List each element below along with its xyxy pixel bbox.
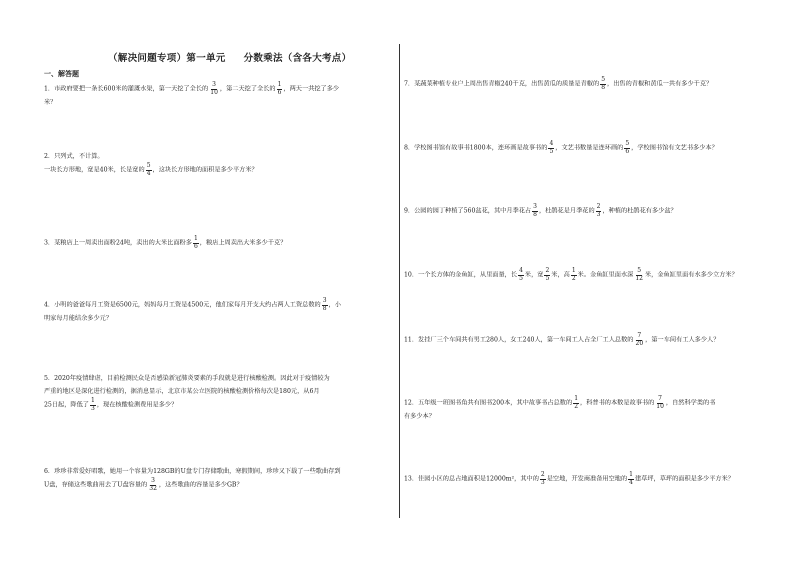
question-3 (44, 236, 286, 250)
title-part2: 分数乘法（含各大考点） (243, 53, 352, 64)
question-text: 3．某粮店上一周卖出面粉24吨，卖出的大米比面粉多 (44, 239, 192, 247)
question-text: 建草坪，草坪的面积是多少平方米？ (635, 475, 734, 483)
question-text: ，科普书的本数是故事书的 (580, 399, 655, 407)
fraction (548, 141, 554, 155)
fraction-numerator: 1 (574, 395, 579, 402)
fraction-numerator: 5 (625, 140, 630, 147)
fraction (655, 396, 665, 410)
question-1 (44, 82, 339, 109)
fraction (209, 82, 219, 96)
fraction (148, 478, 158, 492)
question-6 (44, 465, 341, 492)
question-5 (44, 372, 330, 412)
fraction (573, 396, 579, 410)
fraction-denominator: 5 (549, 147, 554, 155)
fraction-numerator: 1 (193, 235, 198, 242)
question-4 (44, 298, 341, 325)
question-text: ，小 (328, 301, 341, 309)
fraction (146, 163, 152, 177)
question-9 (404, 204, 677, 218)
question-text: 10．一个长方体的金鱼缸，从里面量，长 (404, 271, 518, 279)
question-10 (404, 268, 738, 282)
fraction (193, 236, 199, 250)
fraction-denominator: 3 (91, 404, 95, 412)
fraction-denominator: 10 (656, 402, 664, 410)
fraction-numerator: 3 (212, 81, 216, 88)
fraction-numerator: 5 (637, 267, 642, 274)
fraction-denominator: 5 (545, 274, 550, 282)
fraction-denominator: 6 (277, 88, 282, 96)
question-text: 明家每月能结余多少元？ (44, 315, 113, 322)
question-text: 7．某蔬菜种植专业户上周出售青椒240千克，出售黄瓜的质量是青椒的 (404, 80, 600, 88)
fraction-numerator: 4 (549, 140, 554, 147)
fraction-numerator: 7 (658, 395, 662, 402)
fraction-denominator: 32 (149, 484, 157, 492)
fraction-numerator: 7 (637, 332, 642, 339)
fraction (600, 77, 606, 91)
fraction (277, 82, 283, 96)
question-text: ，种植的杜鹃花有多少盆？ (602, 207, 677, 215)
fraction-numerator: 1 (91, 397, 95, 404)
section-heading: 一、解答题 (44, 69, 79, 78)
question-text: 25日起，降低了 (44, 401, 89, 409)
question-text: 6．珍珍非常爱好唱歌，她用一个容量为128GB的U盘专门存储歌曲，寒假期间，珍珍又下载了一些歌曲存到 (44, 468, 341, 475)
fraction (628, 472, 634, 486)
fraction (540, 472, 546, 486)
fraction-denominator: 20 (635, 339, 644, 347)
fraction (596, 204, 602, 218)
question-text: 是空地，开发商准备用空地的 (546, 475, 628, 483)
fraction-denominator: 4 (146, 169, 151, 177)
question-text: ，自然科学类的书 (665, 399, 716, 407)
question-text: 2．只列式，不计算。 (44, 153, 104, 160)
question-text: ，文艺书数量是连环画的 (555, 144, 624, 152)
question-text: ，第二天挖了全长的 (219, 85, 276, 93)
question-text: U盘，存储这些歌曲用去了U盘容量的 (44, 481, 148, 489)
fraction (635, 333, 645, 347)
fraction-denominator: 8 (322, 304, 327, 312)
question-text: 一块长方形地，宽是40米，长是宽的 (44, 166, 145, 174)
fraction (90, 398, 96, 412)
question-text: ，这块长方形地的面积是多少平方米？ (152, 166, 258, 174)
fraction (624, 141, 630, 155)
fraction-denominator: 12 (635, 274, 643, 282)
fraction-denominator: 2 (574, 402, 579, 410)
question-text: 米。金鱼缸里面水深 (577, 271, 634, 279)
question-text: 8．学校图书馆有故事书1800本，连环画是故事书的 (404, 144, 548, 152)
question-text: 1．市政府要把一条长600米的灌溉水渠，第一天挖了全长的 (44, 85, 209, 93)
question-text: 米，宽 (524, 271, 544, 279)
fraction-denominator: 3 (596, 210, 601, 218)
question-text: ，这些歌曲的容量是多少GB？ (158, 481, 243, 489)
question-text: 5．2020年疫情肆虐，目前检测民众是否感染新冠肺炎要素的手段就是进行核酸检测。因此对于疫情较为 (44, 375, 330, 382)
page-title (108, 50, 351, 64)
fraction-numerator: 4 (519, 267, 523, 274)
question-text: ，粮店上周卖出大米多少千克？ (199, 239, 287, 247)
fraction-denominator: 6 (193, 242, 198, 250)
fraction-numerator: 3 (533, 203, 537, 210)
fraction (544, 268, 550, 282)
fraction-numerator: 1 (571, 267, 576, 274)
fraction-denominator: 3 (540, 478, 545, 486)
question-text: 米，高 (551, 271, 570, 279)
question-text: 有多少本？ (404, 413, 435, 420)
question-text: 12．五年级一班图书角共有图书200本，其中故事书占总数的 (404, 399, 573, 407)
question-text: 9．公园的园丁种植了560盆花，其中月季花占 (404, 207, 532, 215)
question-text: 严重的地区是深化进行检测的，据消息显示，北京市某公立医院的核酸检测价格每次是180元，从6月 (44, 388, 320, 395)
question-text: ，现在核酸检测费用是多少？ (96, 401, 178, 409)
fraction-denominator: 5 (519, 274, 523, 282)
fraction-denominator: 2 (571, 274, 576, 282)
fraction-numerator: 2 (545, 267, 550, 274)
fraction (518, 268, 524, 282)
question-text: ，学校图书馆有文艺书多少本？ (631, 144, 718, 152)
fraction-numerator: 5 (146, 162, 151, 169)
fraction-numerator: 2 (540, 471, 545, 478)
fraction-denominator: 10 (210, 88, 218, 96)
fraction-denominator: 8 (601, 83, 606, 91)
question-text: ，第一车间有工人多少人？ (645, 336, 720, 344)
fraction-denominator: 8 (533, 210, 537, 218)
fraction-numerator: 5 (601, 76, 606, 83)
question-text: ，两天一共挖了多少 (283, 85, 340, 93)
fraction (322, 298, 328, 312)
fraction-numerator: 1 (629, 471, 633, 478)
question-text: 米？ (44, 99, 57, 106)
question-text: 13．佳园小区的总占地面积是12000m²，其中的 (404, 475, 539, 483)
question-text: 11．发挂厂三个车间共有男工280人，女工240人，第一车间工人占全厂工人总数的 (404, 336, 634, 344)
fraction-numerator: 2 (596, 203, 601, 210)
fraction-denominator: 6 (625, 147, 630, 155)
question-2 (44, 150, 258, 177)
question-text: ，杜鹃花是月季花的 (538, 207, 595, 215)
question-7 (404, 77, 712, 91)
fraction (532, 204, 538, 218)
fraction-numerator: 1 (277, 81, 282, 88)
question-11 (404, 333, 719, 347)
question-text: 4．小明的爸爸每月工资是6500元，妈妈每月工资是4500元，他们家每月开支大约占两人工资总数的 (44, 301, 321, 309)
question-text: 米，金鱼缸里面有水多少立方米？ (645, 271, 738, 279)
fraction (634, 268, 644, 282)
fraction-numerator: 3 (322, 297, 327, 304)
column-divider (399, 44, 400, 518)
fraction-numerator: 3 (151, 477, 155, 484)
question-text: ，出售的青椒和黄瓜一共有多少千克？ (607, 80, 713, 88)
fraction (571, 268, 577, 282)
question-8 (404, 141, 718, 155)
question-13 (404, 472, 734, 486)
question-12 (404, 396, 715, 423)
fraction-denominator: 4 (629, 478, 633, 486)
title-part1: （解决问题专项）第一单元 (108, 53, 226, 64)
